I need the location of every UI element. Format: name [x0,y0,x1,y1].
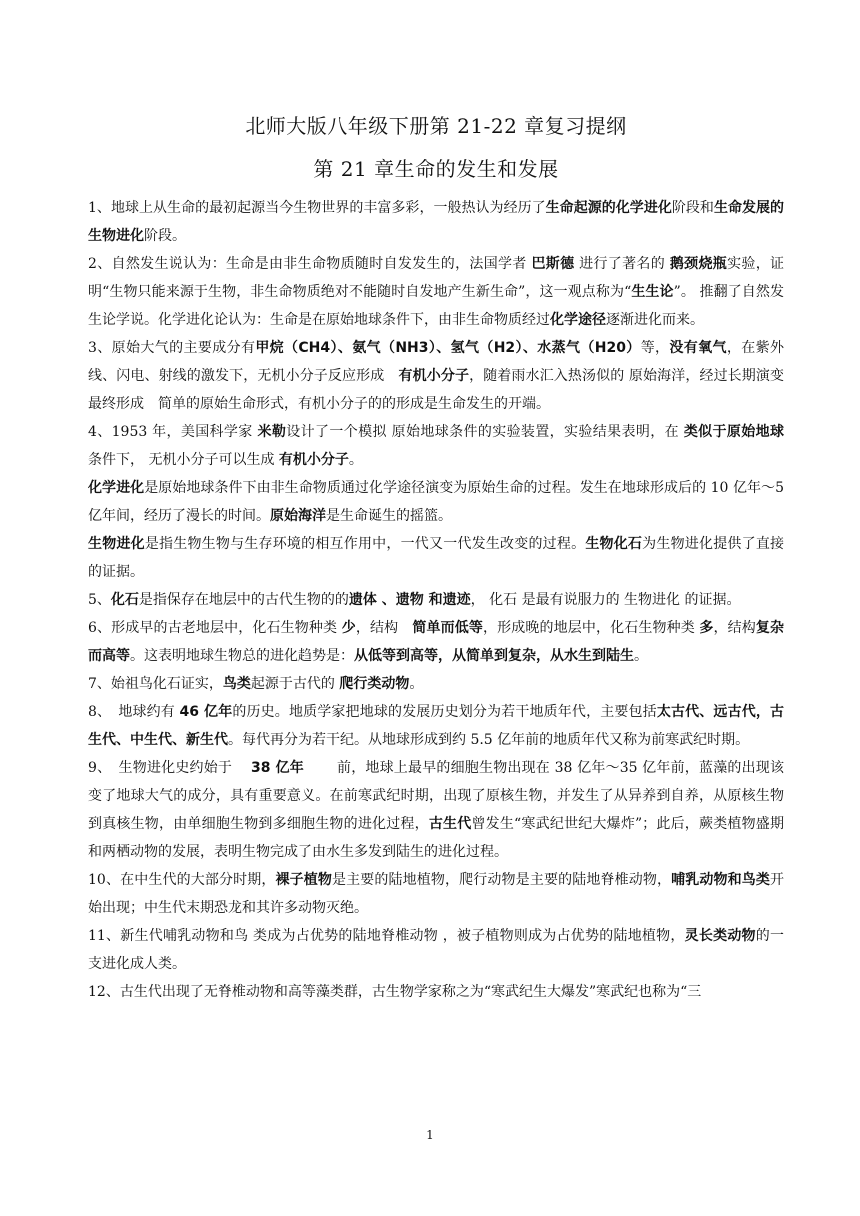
text-run: 2、自然发生说认为：生命是由非生命物质随时自发发生的，法国学者 [88,256,532,272]
bold-term: 裸子植物 [275,872,333,888]
bold-term: 米勒 [257,424,287,440]
text-run: 的一支进化成人类。 [88,928,785,972]
bold-term: 化学进化 [88,480,145,496]
bold-term: 太古代、远古代，古生代、中生代、新生代 [88,704,785,748]
text-run: 的历史。地质学家把地球的发展历史划分为若干地质年代，主要包括 [232,704,657,720]
text-run: 逐渐进化而来。 [606,312,704,328]
text-run: 。 [634,648,648,664]
bold-term: 生物化石 [585,536,643,552]
bold-term: 复杂而高等 [88,620,785,664]
text-run: 开始出现；中生代末期恐龙和其许多动物灭绝。 [88,872,785,916]
page-number: 1 [426,1128,434,1142]
text-run: 10、在中生代的大部分时期， [88,872,276,888]
bold-term: 生物进化 [88,536,145,552]
bold-term: 灵长类动物 [684,928,756,944]
paragraph [88,418,784,474]
paragraph [88,866,784,922]
text-run: 是指保存在地层中的古代生物的的 [138,592,349,608]
text-run: 。这表明地球生物总的进化趋势是： [130,648,354,664]
text-run: ，形成晚的地层中，化石生物种类 [482,620,700,636]
bold-term: 简单而低等 [412,620,483,636]
paragraph [88,698,784,754]
text-run: 5、 [88,592,111,608]
text-run: 4、1953 年，美国科学家 [88,424,258,440]
bold-term: 46 亿年 [179,704,233,720]
text-run: 是原始地球条件下由非生命物质通过化学途径演变为原始生命的过程。发生在地球形成后的 10 亿年～5 亿年间，经历了漫长的时间。 [88,480,785,524]
bold-term: 遗体 、遗物 和遗迹 [348,592,471,608]
paragraph [88,922,784,978]
text-run: 。 [348,452,363,468]
text-run: 设计了一个模拟 原始地球条件的实验装置，实验结果表明，在 [286,424,684,440]
text-run: ”。 推翻了自然发生论学说。化学进化论认为：生命是在原始地球条件下，由非生命物质经过 [88,284,785,328]
text-run: 。 [409,676,424,692]
paragraph [88,194,784,250]
text-run: 6、形成早的古老地层中，化石生物种类 [88,620,342,636]
bold-term: 从低等到高等，从简单到复杂，从水生到陆生 [354,648,634,664]
bold-term: 生命发展的生物进化 [88,200,785,244]
bold-term: 有机小分子 [398,368,470,384]
bold-term: 多 [699,620,714,636]
bold-term: 有机小分子 [278,452,349,468]
text-run: 实验，证明“生物只能来源于生物，非生命物质绝对不能随时自发地产生新生命”，这一观点称为“ [88,256,785,300]
document-title: 北师大版八年级下册第 21-22 章复习提纲 [245,114,627,138]
text-run: 阶段和 [671,200,714,216]
text-run: ，结构 [713,620,756,636]
text-run: 起源于古代的 [250,676,340,692]
text-run: ，在紫外线、闪电、射线的激发下，无机小分子反应形成 [88,340,784,384]
document-body [88,194,784,1006]
paragraph [88,334,784,418]
bold-term: 类似于原始地球 [683,424,785,440]
text-run: 9、 生物进化史约始于 [88,760,251,776]
bold-term: 原始海洋 [270,508,326,524]
text-run: 为生物进化提供了直接的证据。 [88,536,785,580]
text-run: 条件下， 无机小分子可以生成 [88,452,279,468]
bold-term: 化学途径 [550,312,606,328]
text-run: 。每代再分为若干纪。从地球形成到约 5.5 亿年前的地质年代又称为前寒武纪时期。 [228,732,750,748]
bold-term: 甲烷（CH4）、氨气（NH3）、氢气（H2）、水蒸气（H20） [255,340,641,356]
chapter-title: 第 21 章生命的发生和发展 [313,157,559,181]
text-run: 等， [640,340,670,356]
text-run: ， 化石 是最有说服力的 生物进化 的证据。 [470,592,741,608]
text-run: 是生命诞生的摇篮。 [326,508,452,524]
document-page [88,110,784,1006]
bold-term: 古生代 [428,816,472,832]
bold-term: 爬行类动物 [339,676,410,692]
paragraph [88,530,784,586]
bold-term: 鹅颈烧瓶 [669,256,728,272]
text-run: 是指生物生物与生存环境的相互作用中，一代又一代发生改变的过程。 [144,536,586,552]
bold-term: 没有氧气 [669,340,727,356]
text-run: 12、古生代出现了无脊椎动物和高等藻类群，古生物学家称之为“寒武纪生大爆发”寒武纪也称为“三 [88,984,702,1000]
paragraph [88,474,784,530]
text-run: 11、新生代哺乳动物和鸟 类成为占优势的陆地脊椎动物 ，被子植物则成为占优势的陆地植物， [88,928,685,944]
text-run: 阶段。 [144,228,186,244]
paragraph [88,978,784,1006]
bold-term: 生命起源的化学进化 [545,200,672,216]
text-run: 前，地球上最早的细胞生物出现在 38 亿年～35 亿年前，蓝藻的出现该变了地球大气的成分，具有重要意义。在前寒武纪时期，出现了原核生物，并发生了从异养到自养，从原核生物到真核生物，由单细胞生物到多细胞生物的进化过程， [88,760,784,832]
text-run: 1、地球上从生命的最初起源当今生物世界的丰富多彩，一般热认为经历了 [88,200,546,216]
text-run: 曾发生“寒武纪世纪大爆炸”；此后，蕨类植物盛期和两栖动物的发展，表明生物完成了由水生多发到陆生的进化过程。 [88,816,784,860]
bold-term: 巴斯德 [531,256,575,272]
text-run: 7、始祖鸟化石证实， [88,676,223,692]
text-run: 3、原始大气的主要成分有 [88,340,256,356]
text-run: 进行了著名的 [574,256,670,272]
paragraph [88,754,784,866]
text-run: 是主要的陆地植物，爬行动物是主要的陆地脊椎动物， [332,872,672,888]
bold-term: 哺乳动物和鸟类 [671,872,771,888]
paragraph [88,670,784,698]
bold-term: 少 [341,620,356,636]
bold-term: 生生论 [631,284,674,300]
text-run: ，随着雨水汇入热汤似的 原始海洋，经过长期演变最终形成 简单的原始生命形式，有机小分子的的形成是生命发生的开端。 [88,368,785,412]
bold-term: 化石 [110,592,139,608]
paragraph [88,250,784,334]
paragraph [88,586,784,614]
paragraph [88,614,784,670]
text-run: ，结构 [355,620,413,636]
bold-term: 鸟类 [222,676,251,692]
text-run: 8、 地球约有 [88,704,180,720]
bold-term: 38 亿年 [250,760,304,776]
